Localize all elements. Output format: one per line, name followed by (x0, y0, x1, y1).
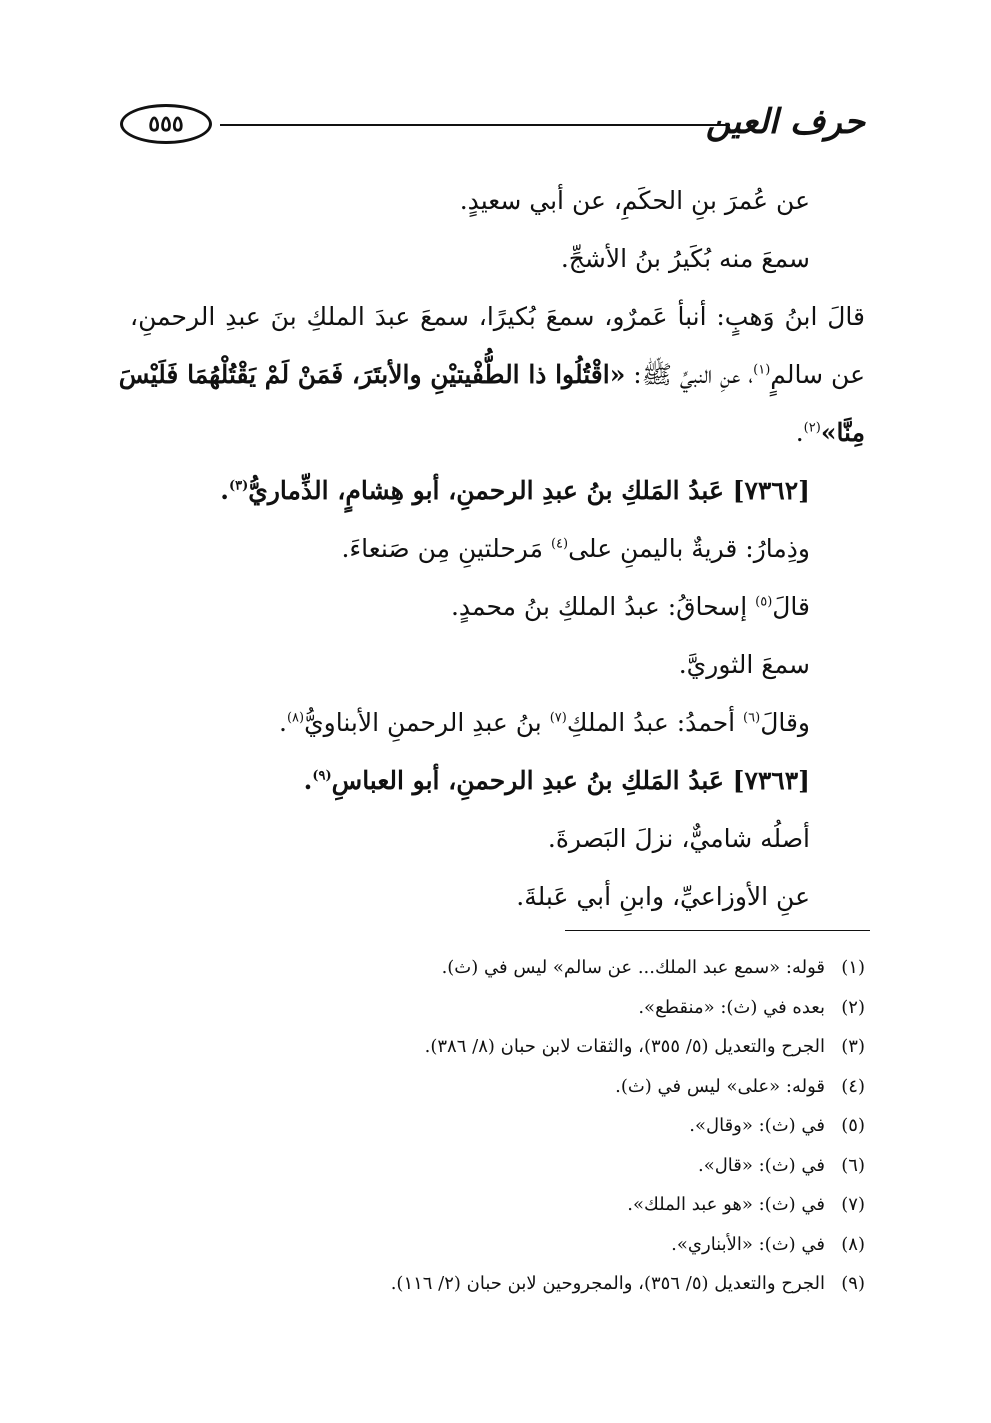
text-line (130, 404, 865, 462)
text-run: ، عنِ النبيِّ ﷺ: (625, 360, 754, 389)
text-line (130, 520, 865, 578)
text-run: عن سالمٍ (770, 360, 865, 389)
footnote-number: (٧) (841, 1194, 865, 1215)
footnote-ref: (٣) (228, 478, 249, 494)
text-line: سمعَ منه بُكَيرُ بنُ الأشجِّ. (560, 244, 810, 273)
footnote (120, 1027, 865, 1067)
text-line (118, 346, 865, 404)
footnote-ref: (٧) (549, 710, 567, 726)
hadith-quote-end: مِنَّا» (820, 418, 865, 447)
footnote-number: (٨) (841, 1233, 865, 1255)
text-line: عن عُمرَ بنِ الحكَمِ، عن أبي سعيدٍ. (459, 186, 810, 215)
footnote-number: (٦) (841, 1154, 865, 1176)
text-run: مَرحلتينِ مِن صَنعاءَ. (341, 534, 551, 563)
text-line: عنِ الأوزاعيِّ، وابنِ أبي عَبلةَ. (516, 882, 810, 911)
text-line: سمعَ الثوريَّ. (678, 650, 810, 679)
footnote-number: (٥) (841, 1115, 865, 1136)
footnote-text: في (ث): «الأبناري». (671, 1233, 825, 1255)
hadith-quote: «اقْتُلُوا ذا الطُّفْيتيْنِ والأبتَرَ، فَمَنْ لَمْ يَقْتُلْهُمَا فَلَيْسَ (118, 360, 626, 389)
footnote (120, 1225, 865, 1265)
text-line: قالَ ابنُ وَهبٍ: أنبأ عَمرٌو، سمعَ بُكيرًا، سمعَ عبدَ الملكِ بنَ عبدِ الرحمنِ، (130, 302, 865, 331)
footnote (120, 1067, 865, 1107)
footnote (120, 988, 865, 1028)
entry-title-7362 (130, 462, 865, 520)
footnote-separator (565, 930, 870, 931)
entry-heading: [٧٣٦٣] عَبدُ المَلكِ بنُ عبدِ الرحمنِ، أبو العباسِ (331, 766, 810, 795)
footnote-ref: (٢) (803, 420, 821, 436)
footnote-ref: (٥) (755, 594, 773, 610)
text-run: بنُ عبدِ الرحمنِ الأبناويُّ (304, 708, 550, 737)
footnote-ref: (٤) (550, 536, 569, 552)
text-line (130, 694, 865, 752)
page-number-badge (120, 104, 212, 144)
main-text (118, 172, 865, 926)
footnote-ref: (٨) (286, 710, 305, 726)
footnote-number: (١) (841, 957, 865, 978)
footnote-ref: (٦) (743, 710, 761, 726)
footnote (120, 1185, 865, 1225)
text-line: أصلُه شاميٌّ، نزلَ البَصرةَ. (547, 824, 810, 853)
footnote-text: في (ث): «وقال». (689, 1115, 825, 1136)
footnote-number: (٢) (841, 996, 865, 1018)
text-run: قالَ (772, 592, 810, 621)
header-rule (220, 124, 730, 126)
text-run: . (220, 476, 229, 505)
text-run: وذِمارُ: قريةٌ باليمنِ على (568, 534, 810, 563)
chapter-title: حرف العين (705, 102, 865, 142)
text-run: . (795, 418, 804, 447)
text-run: وقالَ (760, 708, 810, 737)
footnote-text: الجرح والتعديل (٥/ ٣٥٥)، والثقات لابن حبان (٨/ ٣٨٦). (424, 1036, 825, 1057)
footnote (120, 1146, 865, 1186)
text-run: إسحاقُ: عبدُ الملكِ بنُ محمدٍ. (450, 592, 756, 621)
footnote-text: قوله: «سمع عبد الملك... عن سالم» ليس في (ث). (441, 957, 825, 978)
text-run: . (303, 766, 313, 795)
footnote-ref: (٩) (312, 768, 332, 784)
footnote (120, 1264, 865, 1304)
footnote-text: في (ث): «هو عبد الملك». (627, 1194, 825, 1215)
text-run: . (279, 708, 287, 737)
entry-title-7363 (130, 752, 865, 810)
footnote-number: (٤) (841, 1075, 865, 1097)
text-run: أحمدُ: عبدُ الملكِ (566, 708, 744, 737)
footnote (120, 948, 865, 988)
footnote-ref: (١) (753, 362, 771, 378)
footnote-text: قوله: «على» ليس في (ث). (615, 1075, 825, 1097)
footnote-text: بعده في (ث): «منقطع». (638, 996, 825, 1018)
footnote-number: (٣) (841, 1036, 865, 1057)
footnotes (120, 948, 865, 1304)
footnote-text: الجرح والتعديل (٥/ ٣٥٦)، والمجروحين لابن حبان (٢/ ١١٦). (390, 1273, 825, 1294)
text-line (130, 578, 865, 636)
footnote (120, 1106, 865, 1146)
entry-heading: [٧٣٦٢] عَبدُ المَلكِ بنُ عبدِ الرحمنِ، أبو هِشامٍ، الذِّماريُّ (248, 476, 810, 505)
page-number: ٥٥٥ (148, 111, 184, 137)
page-header (120, 100, 865, 160)
footnote-text: في (ث): «قال». (697, 1154, 825, 1176)
footnote-number: (٩) (841, 1273, 865, 1294)
